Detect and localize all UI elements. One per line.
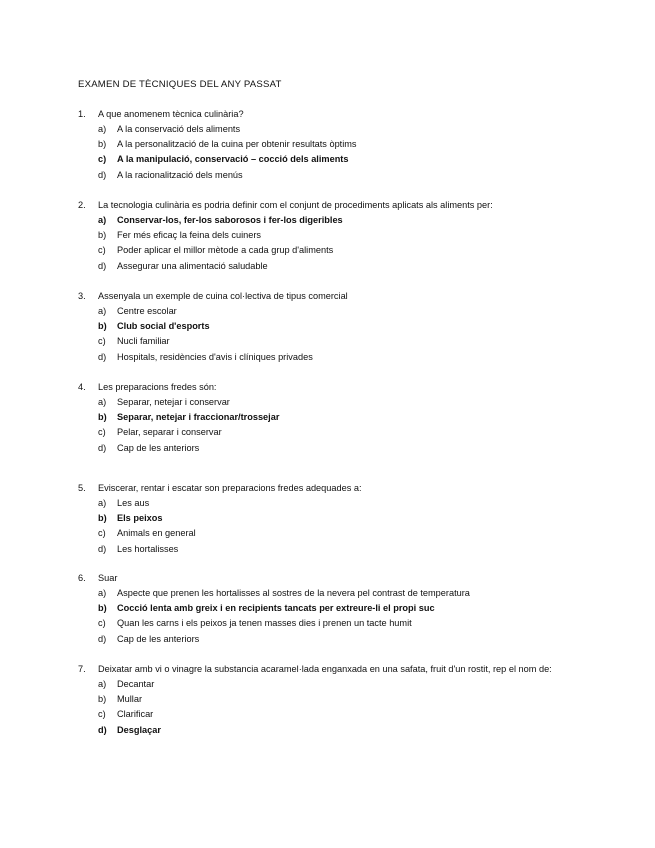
option-text: A la manipulació, conservació – cocció dels aliments (117, 154, 349, 165)
option-text: Separar, netejar i fraccionar/trossejar (117, 412, 280, 423)
question-text: A que anomenem tècnica culinària? (98, 109, 244, 119)
answer-option (98, 526, 558, 541)
option-text: Cap de les anteriors (117, 633, 200, 644)
option-label: b) (98, 139, 107, 150)
question-number: 4. (78, 382, 86, 392)
question-header (78, 662, 558, 677)
option-text: Cocció lenta amb greix i en recipients tancats per extreure-li el propi suc (117, 603, 435, 614)
question-text: Eviscerar, rentar i escatar son preparacions fredes adequades a: (98, 483, 362, 493)
question-block (78, 481, 558, 557)
option-label: a) (98, 679, 107, 689)
option-label: b) (98, 412, 107, 423)
option-label: a) (98, 124, 107, 134)
question-header (78, 107, 558, 122)
option-label: a) (98, 306, 107, 316)
answer-option (98, 441, 558, 456)
option-text: Les hortalisses (117, 543, 179, 554)
answer-option (98, 425, 558, 440)
option-label: b) (98, 321, 107, 332)
option-text: Les aus (117, 498, 150, 508)
option-text: Fer més eficaç la feina dels cuiners (117, 230, 261, 241)
option-text: Poder aplicar el millor mètode a cada grup d'aliments (117, 245, 334, 256)
option-label: c) (98, 528, 106, 539)
option-label: d) (98, 543, 107, 554)
question-header (78, 198, 558, 213)
answer-option (98, 632, 558, 647)
option-label: c) (98, 618, 106, 629)
option-text: A la conservació dels aliments (117, 124, 241, 134)
question-header (78, 481, 558, 496)
option-text: Cap de les anteriors (117, 442, 200, 453)
option-label: a) (98, 397, 107, 407)
answer-option (98, 122, 558, 137)
option-label: c) (98, 709, 106, 720)
answer-option (98, 137, 558, 152)
question-block (78, 662, 558, 738)
question-block (78, 107, 558, 183)
answer-option-correct (98, 723, 558, 738)
question-block (78, 571, 558, 647)
question-text: Assenyala un exemple de cuina col·lectiva de tipus comercial (98, 291, 348, 301)
option-label: b) (98, 694, 107, 705)
option-label: a) (98, 588, 107, 598)
answer-option-correct (98, 601, 558, 616)
answer-option (98, 692, 558, 707)
answer-option (98, 542, 558, 557)
question-number: 1. (78, 109, 86, 119)
option-text: Centre escolar (117, 306, 177, 316)
option-label: d) (98, 260, 107, 271)
option-label: b) (98, 230, 107, 241)
option-label: c) (98, 245, 106, 256)
option-text: Aspecte que prenen les hortalisses al sostres de la nevera pel contrast de temperatura (117, 588, 470, 598)
option-text: Pelar, separar i conservar (117, 427, 222, 438)
option-text: Clarificar (117, 709, 154, 720)
option-text: Quan les carns i els peixos ja tenen masses dies i prenen un tacte humit (117, 618, 412, 629)
option-text: Desglaçar (117, 724, 161, 735)
answer-option-correct (98, 410, 558, 425)
question-text: Les preparacions fredes són: (98, 382, 217, 392)
option-text: Mullar (117, 694, 143, 705)
answer-option (98, 243, 558, 258)
page-title: EXAMEN DE TÈCNIQUES DEL ANY PASSAT (78, 79, 282, 90)
option-text: A la personalització de la cuina per obtenir resultats òptims (117, 139, 357, 150)
option-text: Nucli familiar (117, 336, 170, 347)
answer-option-correct (98, 319, 558, 334)
option-label: b) (98, 603, 107, 614)
answer-option (98, 334, 558, 349)
option-text: Assegurar una alimentació saludable (117, 260, 268, 271)
option-label: c) (98, 154, 107, 165)
answer-option (98, 496, 558, 511)
option-text: Conservar-los, fer-los saborosos i fer-los digeribles (117, 215, 343, 225)
answer-option (98, 168, 558, 183)
option-text: Hospitals, residències d'avis i clíniques privades (117, 351, 313, 362)
option-text: A la racionalització dels menús (117, 169, 243, 180)
answer-option (98, 304, 558, 319)
option-label: b) (98, 513, 107, 524)
answer-option (98, 259, 558, 274)
answer-option (98, 228, 558, 243)
option-label: d) (98, 169, 107, 180)
answer-option (98, 677, 558, 692)
option-label: d) (98, 633, 107, 644)
option-label: a) (98, 215, 107, 225)
option-text: Decantar (117, 679, 155, 689)
answer-option-correct (98, 152, 558, 167)
answer-option-correct (98, 511, 558, 526)
option-label: c) (98, 427, 106, 438)
option-text: Els peixos (117, 513, 163, 524)
option-label: a) (98, 498, 107, 508)
question-text: Deixatar amb vi o vinagre la substancia acaramel·lada enganxada en una safata, fruit d'un rostit, rep el nom de: (98, 664, 552, 674)
answer-option (98, 707, 558, 722)
answer-option-correct (98, 213, 558, 228)
question-header (78, 380, 558, 395)
question-number: 5. (78, 483, 86, 493)
question-number: 2. (78, 200, 86, 210)
option-label: d) (98, 724, 107, 735)
question-block (78, 380, 558, 456)
option-text: Animals en general (117, 528, 196, 539)
question-number: 7. (78, 664, 86, 674)
option-text: Club social d'esports (117, 321, 210, 332)
question-header (78, 289, 558, 304)
answer-option (98, 350, 558, 365)
question-block (78, 289, 558, 365)
option-label: c) (98, 336, 106, 347)
question-number: 6. (78, 573, 86, 583)
question-number: 3. (78, 291, 86, 301)
answer-option (98, 395, 558, 410)
option-label: d) (98, 351, 107, 362)
question-block (78, 198, 558, 274)
question-text: Suar (98, 573, 118, 583)
answer-option (98, 586, 558, 601)
option-label: d) (98, 442, 107, 453)
option-text: Separar, netejar i conservar (117, 397, 230, 407)
question-header (78, 571, 558, 586)
question-text: La tecnologia culinària es podria definir com el conjunt de procediments aplicats als aliments per: (98, 200, 493, 210)
answer-option (98, 616, 558, 631)
